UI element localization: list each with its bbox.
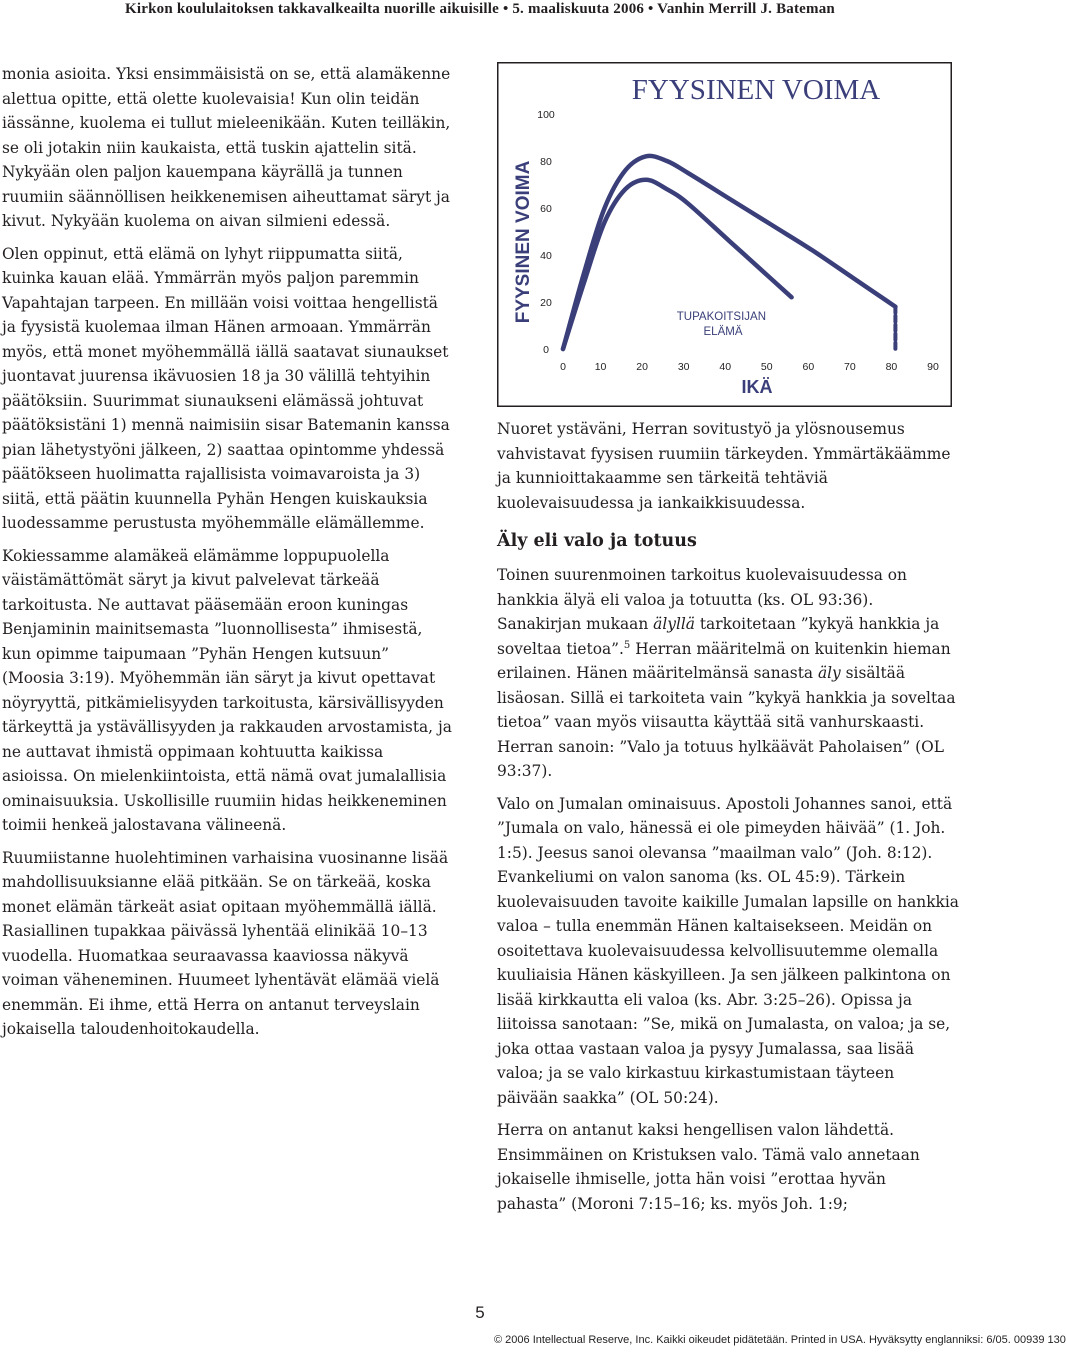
left-paragraph-4: Ruumiistanne huolehtiminen varhaisina vuosinanne lisää mahdollisuuksianne elää pitkään. Se on tärkeää, koska monet elämän tärkeät asiat opitaan myöhemmällä iällä. Rasiallinen tupakkaa päivässä lyhentää elinikää 10–13 vuodella. Huomatkaa seuraavassa kaaviossa näkyvä voiman väheneminen. Huumeet lyhentävät elämää vielä enemmän. Ei ihme, että Herra on antanut terveyslain jokaisella taloudenhoitokaudella. bbox=[2, 848, 449, 1038]
physical-strength-chart bbox=[497, 62, 952, 407]
right-paragraph-3: Herra on antanut kaksi hengellisen valon lähdettä. Ensimmäinen on Kristuksen valo. Tämä valo annetaan jokaiselle ihmiselle, jotta hän voisi ”erottaa hyvän pahasta” (Moroni 7:15–16; ks. myös Joh. 1:9; bbox=[497, 1121, 920, 1213]
x-tick-label: 30 bbox=[677, 361, 690, 373]
x-tick-label: 20 bbox=[636, 361, 648, 373]
x-tick-label: 90 bbox=[927, 361, 939, 373]
x-tick-label: 0 bbox=[560, 361, 566, 373]
header-title: Kirkon koululaitoksen takkavalkeailta nuorille aikuisille • 5. maaliskuuta 2006 • Vanhin Merrill J. Bateman bbox=[125, 1, 835, 17]
right-column bbox=[497, 417, 959, 1224]
page-number: 5 bbox=[475, 1303, 485, 1322]
chart-x-axis-label: IKÄ bbox=[741, 377, 773, 397]
left-column bbox=[2, 62, 454, 1050]
copyright-notice: © 2006 Intellectual Reserve, Inc. Kaikki oikeudet pidätetään. Printed in USA. Hyväksytty englanniksi: 6/05. 00939 130 bbox=[494, 1334, 1066, 1346]
p1-emphasis-aly: äly bbox=[817, 664, 841, 682]
footnote-ref: 5 bbox=[623, 639, 631, 651]
chart-y-axis-label: FYYSINEN VOIMA bbox=[513, 160, 534, 324]
chart-title: FYYSINEN VOIMA bbox=[631, 74, 881, 106]
y-tick-label: 40 bbox=[540, 250, 552, 262]
y-tick-label: 80 bbox=[540, 156, 552, 168]
x-tick-label: 40 bbox=[719, 361, 732, 373]
chart-svg bbox=[497, 62, 952, 407]
y-tick-label: 60 bbox=[540, 203, 552, 215]
left-paragraph-2: Olen oppinut, että elämä on lyhyt riippumatta siitä, kuinka kauan elää. Ymmärrän myös paljon paremmin Vapahtajan tarpeen. En millään voisi voittaa hengellistä ja fyysistä kuolemaa ilman Hänen armoaan. Ymmärrän myös, että monet myöhemmällä iällä saatavat siunaukset juontavat juurensa ikävuosien 18 ja 30 välillä tehtyihin päätöksiin. Suurimmat siunaukseni elämässä johtuvat päätöksistäni 1) mennä naimisiin sisar Batemanin kanssa pian lähetystyöni jälkeen, 2) saattaa opintomme yhdessä päätökseen huolimatta rajallisista voimavaroista ja 3) siitä, että päätin kuunnella Pyhän Hengen kuiskauksia luodessamme perustusta myöhemmälle elämällemme. bbox=[2, 244, 450, 532]
p1-text-b: tarkoitetaan ”kykyä hankkia ja soveltaa tietoa”. bbox=[497, 615, 940, 658]
x-tick-label: 80 bbox=[885, 361, 898, 373]
y-tick-label: 100 bbox=[537, 109, 555, 121]
x-tick-label: 70 bbox=[844, 361, 856, 373]
x-tick-label: 50 bbox=[760, 361, 773, 373]
chart-annotation-line-2: ELÄMÄ bbox=[703, 326, 743, 338]
right-intro-paragraph: Nuoret ystäväni, Herran sovitustyö ja ylösnousemus vahvistavat fyysisen ruumiin tärkeyden. Ymmärtäkäämme ja kunnioittakaamme sen tärkeitä tehtäviä kuolevaisuudessa ja iankaikkisuudessa. bbox=[497, 420, 951, 512]
left-paragraph-3: Kokiessamme alamäkeä elämämme loppupuolella väistämättömät säryt ja kivut palvelevat tärkeää tarkoitusta. Ne auttavat pääsemään eroon kuningas Benjaminin mainitsemasta ”luonnollisesta” ihmisestä, kun opimme taipumaan ”Pyhän Hengen kutsuun” (Moosia 3:19). Myöhemmän iän säryt ja kivut opettavat nöyryyttä, pitkämielisyyden tarkoitusta, kärsivällisyyden tärkeyttä ja ystävällisyyden ja rakkauden arvostamista, ja ne auttavat ihmistä oppimaan kohtuutta kaikissa asioissa. On mielenkiintoista, että nämä ovat jumalallisia ominaisuuksia. Uskollisille ruumiin hidas heikkeneminen toimii henkeä jalostavana välineenä. bbox=[2, 546, 452, 834]
right-paragraph-2: Valo on Jumalan ominaisuus. Apostoli Johannes sanoi, että ”Jumala on valo, hänessä ei ole pimeyden häivää” (1. Joh. 1:5). Jeesus sanoi olevansa ”maailman valo” (Joh. 8:12). Evankeliumi on valon sanoma (ks. OL 45:9). Tärkein kuolevaisuuden tavoite kaikille Jumalan lapsille on hankkia valoa – tulla enemmän Hänen kaltaisekseen. Meidän on osoitettava kuolevaisuudessa kelvollisuutemme olemalla kuuliaisia Hänen käskyilleen. Ja sen jälkeen palkintona on lisää kirkkautta eli valoa (ks. Abr. 3:25–26). Opissa ja liitoissa sanotaan: ”Se, mikä on Jumalasta, on valoa; ja se, joka ottaa vastaan valoa ja pysyy Jumalassa, saa lisää valoa; ja se valo kirkastuu kirkastumistaan täyteen päivään saakka” (OL 50:24). bbox=[497, 794, 959, 1107]
x-tick-label: 60 bbox=[802, 361, 815, 373]
y-tick-label: 20 bbox=[540, 297, 552, 309]
p1-emphasis-alylla: älyllä bbox=[653, 615, 695, 633]
running-header bbox=[0, 0, 960, 22]
p1-text-a: Toinen suurenmoinen tarkoitus kuolevaisuudessa on hankkia älyä eli valoa ja totuutta (ks. OL 93:36). Sanakirjan mukaan bbox=[497, 566, 907, 633]
right-paragraph-1 bbox=[497, 563, 959, 784]
section-heading: Äly eli valo ja totuus bbox=[497, 531, 697, 551]
y-tick-label: 0 bbox=[543, 344, 549, 356]
chart-annotation-line-1: TUPAKOITSIJAN bbox=[676, 311, 767, 323]
x-tick-label: 10 bbox=[594, 361, 607, 373]
p1-text-c: Herran määritelmä on kuitenkin hieman erilainen. Hänen määritelmänsä sanasta bbox=[497, 639, 951, 682]
left-paragraph-1: monia asioita. Yksi ensimmäisistä on se, että alamäkenne alettua opitte, että olette kuolevaisia! Kun olin teidän iässänne, kuolema ei tullut mieleenikään. Kuten teilläkin, se oli jotakin niin kaukaista, että tuskin ajattelin sitä. Nykyään olen paljon kauempana käyrällä ja tunnen ruumiin säännöllisen heikkenemisen aiheuttamat säryt ja kivut. Nykyään kuolema on aivan silmieni edessä. bbox=[2, 65, 451, 230]
p1-text-d: sisältää lisäosan. Sillä ei tarkoiteta vain ”kykyä hankkia ja soveltaa tietoa” vaan myös viisautta käyttää sitä vanhurskaasti. Herran sanoin: ”Valo ja totuus hylkäävät Paholaisen” (OL 93:37). bbox=[497, 664, 956, 780]
